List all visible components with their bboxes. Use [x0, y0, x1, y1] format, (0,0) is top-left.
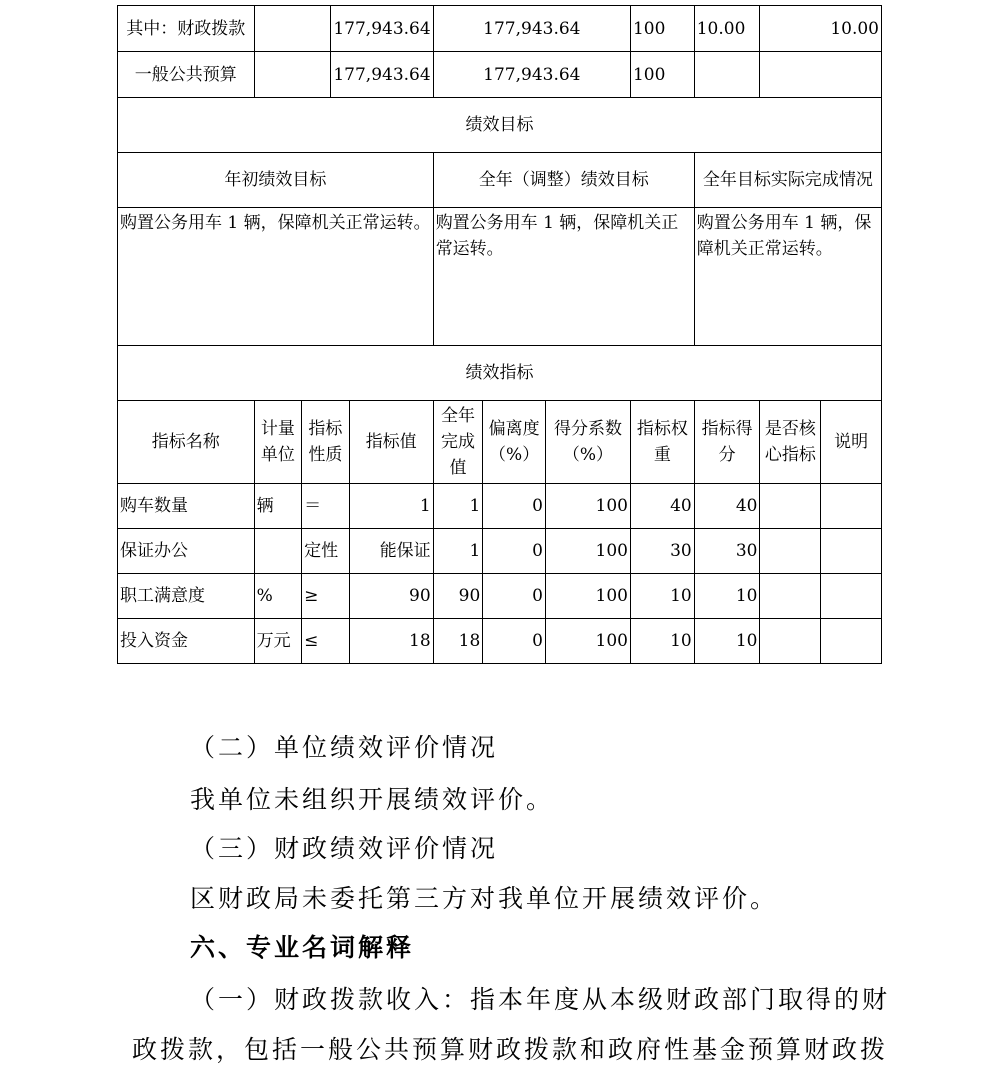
indicator-header: 偏离度（%）: [483, 401, 546, 484]
goal-header-actual: 全年目标实际完成情况: [694, 153, 881, 208]
indicator-core: [760, 619, 821, 664]
goal-text-adjusted: 购置公务用车 1 辆，保障机关正常运转。: [433, 208, 694, 346]
indicator-header: 指标权重: [630, 401, 694, 484]
indicator-name: 职工满意度: [118, 574, 255, 619]
indicator-target: 90: [349, 574, 433, 619]
indicator-note: [821, 484, 882, 529]
indicator-header: 指标值: [349, 401, 433, 484]
indicator-header: 指标得分: [694, 401, 760, 484]
indicators-section-row: [118, 346, 882, 401]
indicator-actual: 1: [433, 529, 483, 574]
table-row: [118, 574, 882, 619]
heading-terms: 六、专业名词解释: [190, 933, 415, 962]
term-definition-line-1: （一）财政拨款收入：指本年度从本级财政部门取得的财: [190, 985, 891, 1014]
indicator-unit: 辆: [254, 484, 302, 529]
funding-col7: [760, 52, 882, 98]
funding-col5: 100: [630, 6, 694, 52]
goal-header-initial: 年初绩效目标: [118, 153, 434, 208]
indicator-name: 投入资金: [118, 619, 255, 664]
term-definition-line-2: 政拨款，包括一般公共预算财政拨款和政府性基金预算财政拨: [132, 1035, 889, 1064]
indicator-deviation: 0: [483, 529, 546, 574]
funding-col4: 177,943.64: [433, 6, 630, 52]
table-row: [118, 484, 882, 529]
indicator-target: 1: [349, 484, 433, 529]
indicator-note: [821, 529, 882, 574]
goal-header-adjusted: 全年（调整）绩效目标: [433, 153, 694, 208]
indicator-deviation: 0: [483, 484, 546, 529]
indicator-unit: %: [254, 574, 302, 619]
indicator-score: 30: [694, 529, 760, 574]
table-row: [118, 529, 882, 574]
indicator-actual: 90: [433, 574, 483, 619]
indicator-coef: 100: [545, 619, 630, 664]
indicator-score: 10: [694, 619, 760, 664]
indicator-header: 计量单位: [254, 401, 302, 484]
indicator-note: [821, 619, 882, 664]
funding-col6: 10.00: [694, 6, 760, 52]
paragraph-unit-evaluation: 我单位未组织开展绩效评价。: [190, 785, 555, 814]
indicator-core: [760, 574, 821, 619]
indicator-actual: 1: [433, 484, 483, 529]
performance-table: [117, 5, 882, 664]
goals-text-row: [118, 208, 882, 346]
indicator-weight: 30: [630, 529, 694, 574]
funding-col3: 177,943.64: [333, 64, 431, 85]
indicator-header: 说明: [821, 401, 882, 484]
indicator-coef: 100: [545, 484, 630, 529]
indicator-nature: ≤: [302, 619, 350, 664]
funding-label: 其中：财政拨款: [118, 6, 255, 52]
funding-row-fiscal: [118, 6, 882, 52]
indicator-score: 40: [694, 484, 760, 529]
funding-row-general: [118, 52, 882, 98]
funding-col2: [255, 6, 331, 51]
funding-col5: 100: [630, 52, 694, 98]
indicator-header: 指标性质: [302, 401, 350, 484]
indicator-unit: 万元: [254, 619, 302, 664]
indicator-unit: [254, 529, 302, 574]
indicator-header: 全年完成值: [433, 401, 483, 484]
indicator-header: 得分系数（%）: [545, 401, 630, 484]
goal-text-actual: 购置公务用车 1 辆，保障机关正常运转。: [694, 208, 881, 346]
indicator-nature: ≥: [302, 574, 350, 619]
indicator-nature: 定性: [302, 529, 350, 574]
indicator-name: 保证办公: [118, 529, 255, 574]
indicator-weight: 10: [630, 574, 694, 619]
indicators-header-row: [118, 401, 882, 484]
goals-header-row: [118, 153, 882, 208]
goal-text-initial: 购置公务用车 1 辆，保障机关正常运转。: [118, 208, 434, 346]
indicator-target: 18: [349, 619, 433, 664]
indicator-weight: 10: [630, 619, 694, 664]
funding-col6: [694, 52, 760, 98]
indicator-core: [760, 529, 821, 574]
indicator-name: 购车数量: [118, 484, 255, 529]
table-row: [118, 619, 882, 664]
indicator-header: 是否核心指标: [760, 401, 821, 484]
indicator-coef: 100: [545, 574, 630, 619]
indicator-actual: 18: [433, 619, 483, 664]
indicator-coef: 100: [545, 529, 630, 574]
indicator-deviation: 0: [483, 619, 546, 664]
indicator-weight: 40: [630, 484, 694, 529]
paragraph-fiscal-evaluation: 区财政局未委托第三方对我单位开展绩效评价。: [190, 884, 779, 913]
funding-label: 一般公共预算: [118, 52, 255, 98]
indicator-note: [821, 574, 882, 619]
indicator-target: 能保证: [349, 529, 433, 574]
indicator-core: [760, 484, 821, 529]
funding-col7: 10.00: [760, 6, 882, 52]
indicators-section-title: 绩效指标: [118, 346, 882, 401]
indicator-score: 10: [694, 574, 760, 619]
indicator-header: 指标名称: [118, 401, 255, 484]
goals-section-title: 绩效目标: [118, 98, 882, 153]
indicator-deviation: 0: [483, 574, 546, 619]
funding-col2: [255, 52, 331, 97]
indicator-nature: ＝: [302, 484, 350, 529]
heading-fiscal-evaluation: （三）财政绩效评价情况: [190, 834, 499, 863]
funding-col3: 177,943.64: [333, 18, 431, 39]
funding-col4: 177,943.64: [433, 52, 630, 98]
goals-section-row: [118, 98, 882, 153]
heading-unit-evaluation: （二）单位绩效评价情况: [190, 733, 499, 762]
